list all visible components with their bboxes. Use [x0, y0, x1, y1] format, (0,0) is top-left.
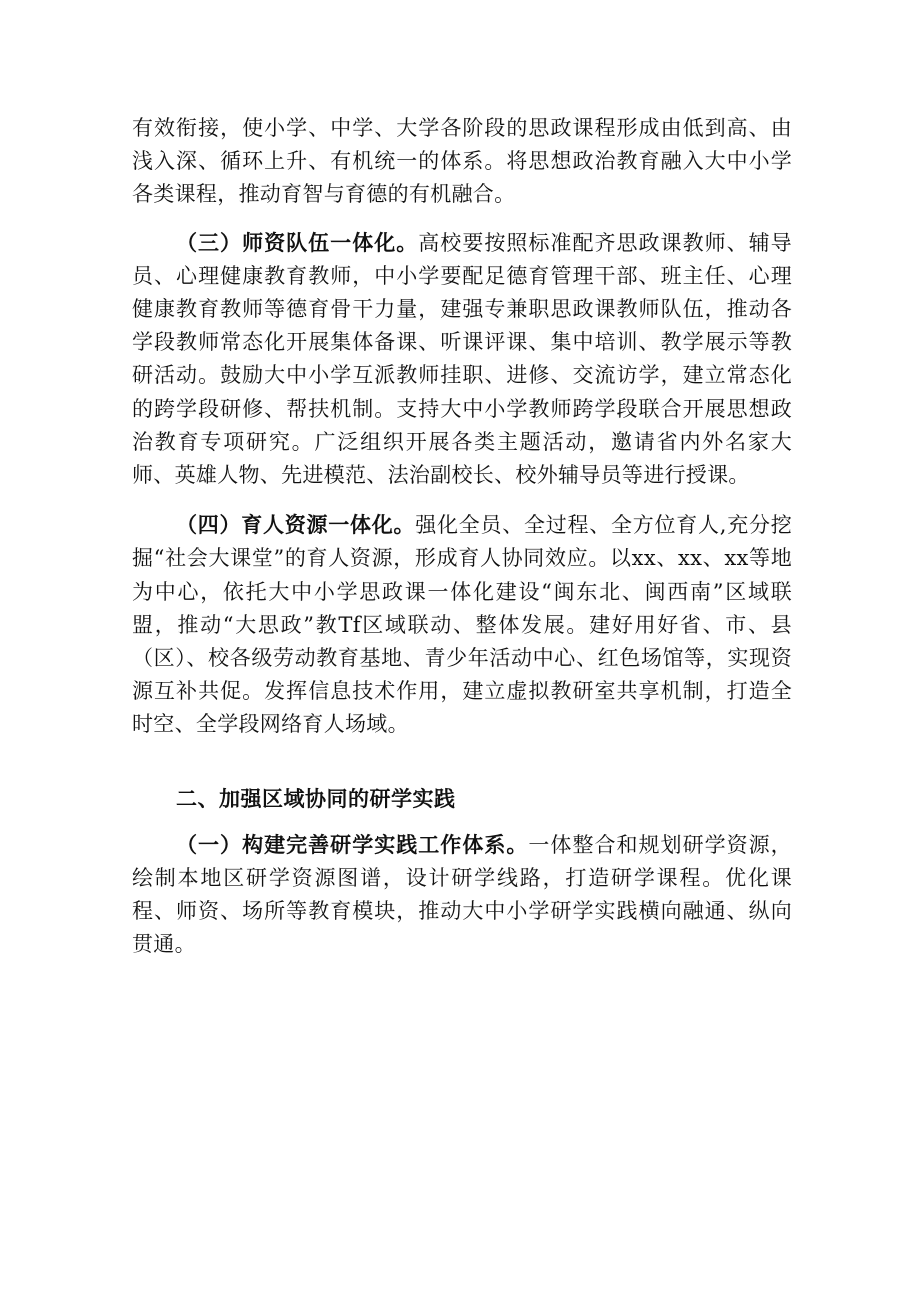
paragraph-body-text: 一体整合和规划研学资源，绘制本地区研学资源图谱，设计研学线路，打造研学课程。优化课程、师资、场所等教育模块，推动大中小学研学实践横向融通、纵向贯通。	[132, 832, 792, 957]
document-page	[132, 112, 792, 962]
paragraph-curriculum-continuation: 有效衔接，使小学、中学、大学各阶段的思政课程形成由低到高、由浅入深、循环上升、有机统一的体系。将思想政治教育融入大中小学各类课程，推动育智与育德的有机融合。	[132, 116, 792, 207]
subheading-teacher-integration: （三）师资队伍一体化。	[176, 229, 419, 255]
paragraph-body-text: 高校要按照标准配齐思政课教师、辅导员、心理健康教育教师，中小学要配足德育管理干部、班主任、心理健康教育教师等德育骨干力量，建强专兼职思政课教师队伍，推动各学段教师常态化开展集体备课、听课评课、集中培训、教学展示等教研活动。鼓励大中小学互派教师挂职、进修、交流访学，建立常态化的跨学段研修、帮扶机制。支持大中小学教师跨学段联合开展思想政治教育专项研究。广泛组织开展各类主题活动，邀请省内外名家大师、英雄人物、先进模范、法治副校长、校外辅导员等进行授课。	[132, 230, 792, 488]
paragraph-teacher-integration	[132, 226, 792, 493]
paragraph-resource-integration	[132, 508, 792, 741]
subheading-resource-integration: （四）育人资源一体化。	[176, 512, 416, 538]
subheading-research-practice: （一）构建完善研学实践工作体系。	[176, 831, 529, 857]
section-heading: 二、加强区域协同的研学实践	[176, 785, 456, 811]
paragraph-body-text: 强化全员、全过程、全方位育人,充分挖掘“社会大课堂”的育人资源，形成育人协同效应。以xx、xx、xx等地为中心，依托大中小学思政课一体化建设“闽东北、闽西南”区域联盟，推动“大思政”教Tf区域联动、整体发展。建好用好省、市、县（区）、校各级劳动教育基地、青少年活动中心、红色场馆等，实现资源互补共促。发挥信息技术作用，建立虚拟教研室共享机制，打造全时空、全学段网络育人场域。	[132, 513, 792, 737]
paragraph-research-practice	[132, 828, 792, 962]
